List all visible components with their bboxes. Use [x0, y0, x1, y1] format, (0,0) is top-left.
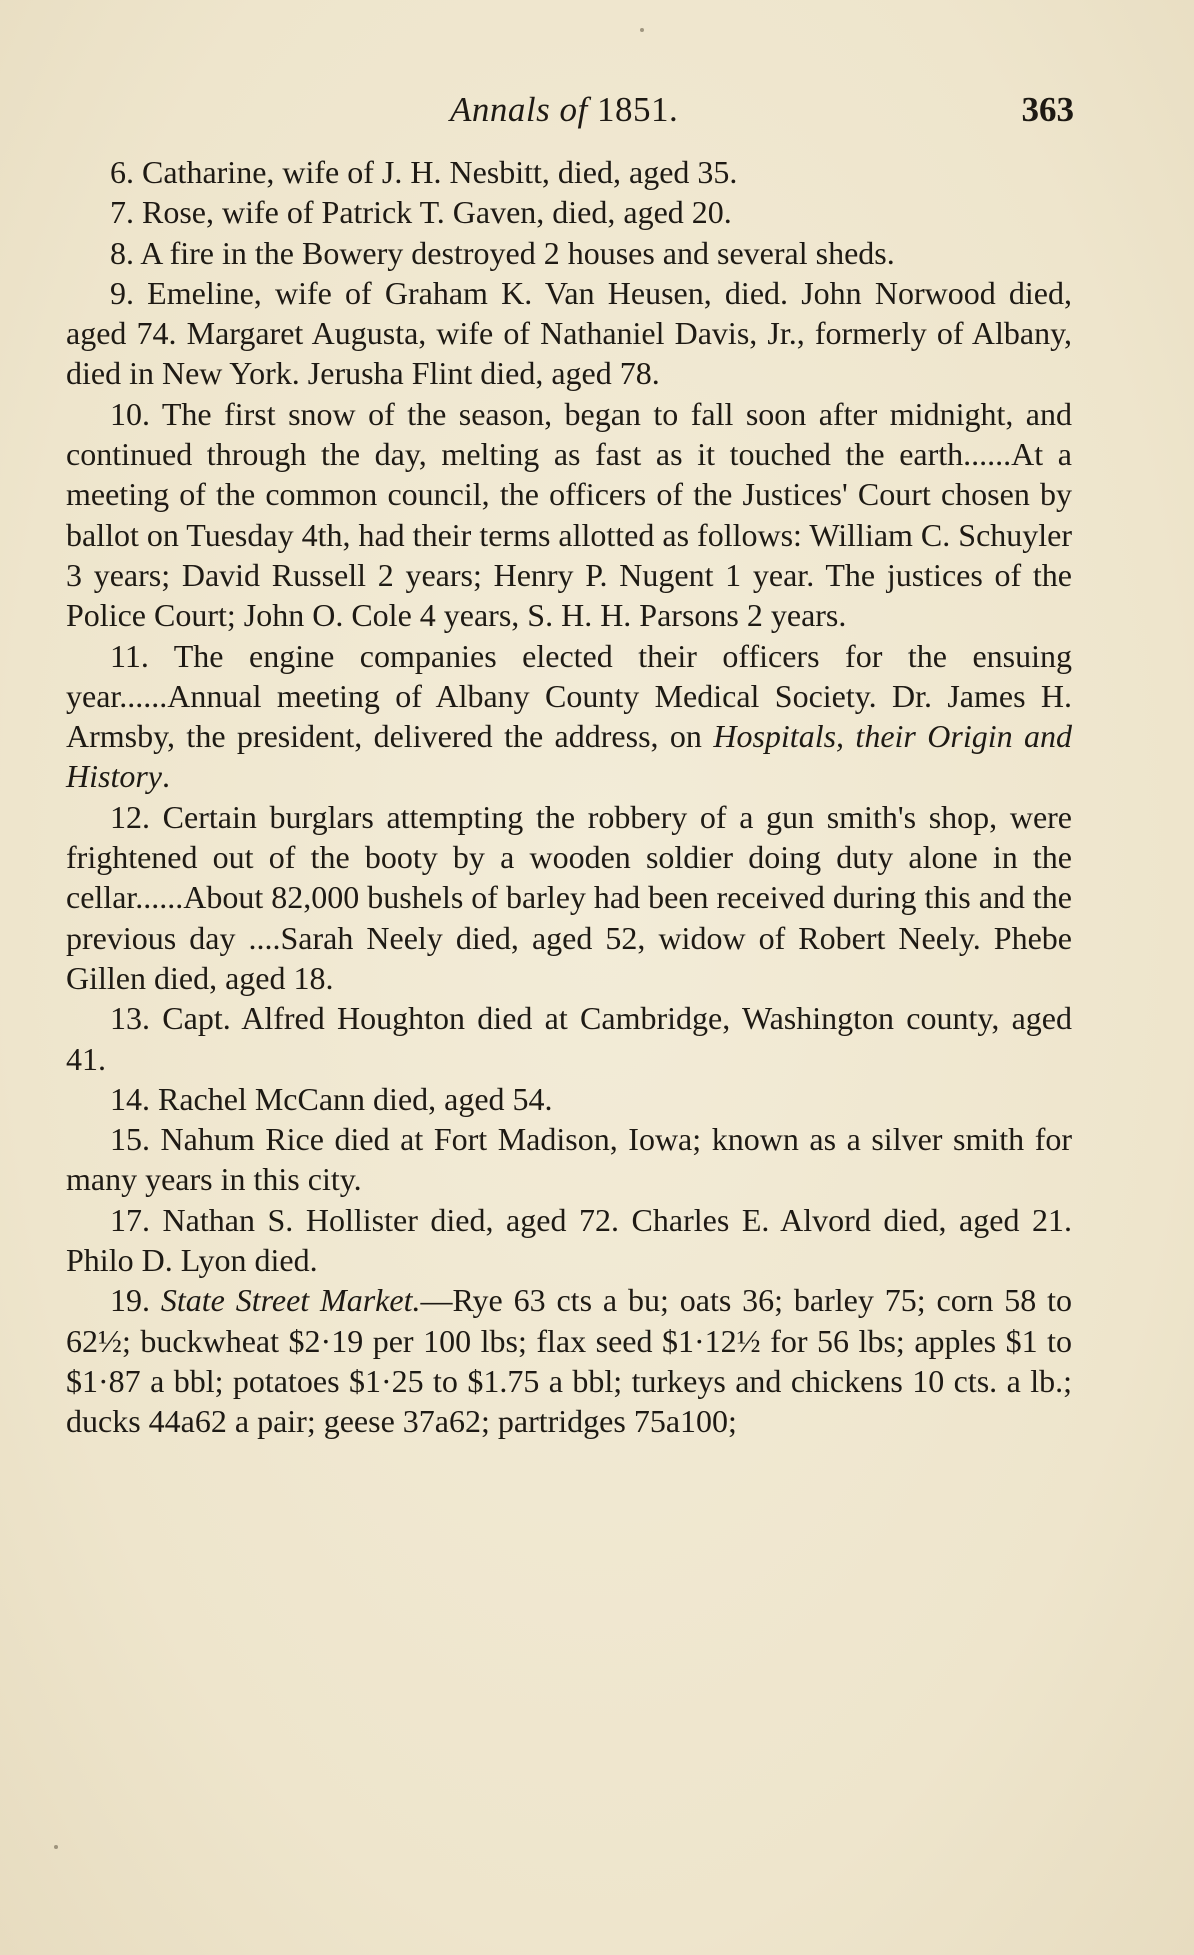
- running-title: [450, 90, 678, 130]
- entry-6: 6. Catharine, wife of J. H. Nesbitt, died, aged 35.: [110, 154, 738, 190]
- page-number: 363: [1021, 90, 1074, 129]
- entry-10: 10. The first snow of the season, began to fall soon after midnight, and continued through the day, melting as fast as it touched the earth......At a meeting of the common council, the officers of the Justices' Court chosen by ballot on Tuesday 4th, had their terms allotted as follows: William C. Schuyler 3 years; David Russell 2 years; Henry P. Nugent 1 year. The justices of the Police Court; John O. Cole 4 years, S. H. H. Parsons 2 years.: [66, 395, 1073, 634]
- entry-12: 12. Certain burglars attempting the robbery of a gun smith's shop, were frightened out of the booty by a wooden soldier doing duty alone in the cellar......About 82,000 bushels of barley had been received during this and the previous day ....Sarah Neely died, aged 52, widow of Robert Neely. Phebe Gillen died, aged 18.: [66, 798, 1072, 996]
- entry-19-day: 19.: [110, 1282, 161, 1319]
- paper-speck: [54, 1845, 58, 1849]
- body-text: [66, 152, 1072, 1442]
- paper-speck: [640, 28, 644, 32]
- entry-11-end: .: [162, 758, 170, 795]
- running-title-year: 1851.: [596, 90, 679, 129]
- entry-11: [66, 636, 1072, 797]
- running-header: [0, 90, 1194, 140]
- entry-8: 8. A fire in the Bowery destroyed 2 houses and several sheds.: [110, 234, 895, 271]
- entry-15: 15. Nahum Rice died at Fort Madison, Iowa; known as a silver smith for many years in this city.: [66, 1121, 1072, 1198]
- entry-19-prices: —Rye 63 cts a bu; oats 36; barley 75; corn 58 to 62½; buckwheat $2·19 per 100 lbs; flax seed $1·12½ for 56 lbs; apples $1 to $1·87 a bbl; potatoes $1·25 to $1.75 a bbl; turkeys and chickens 10 cts. a lb.; ducks 44a62 a pair; geese 37a62; partridges 75a100;: [66, 1282, 1073, 1440]
- entry-17: 17. Nathan S. Hollister died, aged 72. Charles E. Alvord died, aged 21. Philo D. Lyon died.: [66, 1201, 1072, 1279]
- entry-14: 14. Rachel McCann died, aged 54.: [110, 1080, 553, 1117]
- entry-11-address-title: Hospitals, their Origin and History: [66, 718, 1073, 795]
- entry-11-text: 11. The engine companies elected their officers for the ensuing year......Annual meeting of Albany County Medical Society. Dr. James H. Armsby, the president, delivered the address, on: [66, 637, 1072, 755]
- entry-13: 13. Capt. Alfred Houghton died at Cambridge, Washington county, aged 41.: [66, 1000, 1072, 1077]
- entry-19-market-heading: State Street Market.: [160, 1282, 421, 1319]
- running-title-italic: Annals of: [450, 90, 588, 129]
- entry-9: 9. Emeline, wife of Graham K. Van Heusen, died. John Norwood died, aged 74. Margaret Augusta, wife of Nathaniel Davis, Jr., formerly of Albany, died in New York. Jerusha Flint died, aged 78.: [66, 274, 1072, 392]
- entry-7: 7. Rose, wife of Patrick T. Gaven, died, aged 20.: [110, 194, 732, 231]
- entry-19: [66, 1280, 1072, 1441]
